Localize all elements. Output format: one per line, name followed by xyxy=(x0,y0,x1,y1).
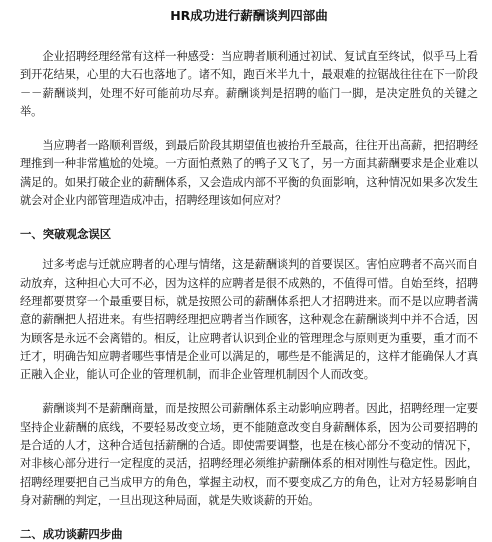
document-title: HR成功进行薪酬谈判四部曲 xyxy=(170,8,328,23)
intro-paragraph-2: 当应聘者一路顺利晋级，到最后阶段其期望值也被抬升至最高，往往开出高薪，把招聘经理推到一种非常尴尬的处境。一方面怕煮熟了的鸭子又飞了，另一方面其薪酬要求是企业难以满足的。如果打破企业的薪酬体系，又会造成内部不平衡的负面影响，这种情况如果多次发生就会对企业内部管理造成冲击，招聘经理该如何应对？ xyxy=(20,139,478,208)
section-heading-2: 二、成功谈薪四步曲 xyxy=(20,527,123,542)
section1-paragraph-1: 过多考虑与迁就应聘者的心理与情绪，这是薪酬谈判的首要误区。害怕应聘者不高兴而自动放弃，这种担心大可不必，因为这样的应聘者是很不成熟的，不值得可惜。自始至终，招聘经理都要贯穿一个最重要目标，就是按照公司的薪酬体系把人才招聘进来。而不是以应聘者满意的薪酬把人招进来。有些招聘经理把应聘者当作顾客，这种观念在薪酬谈判中并不合适，因为顾客是永远不会离错的。相反，让应聘者认识到企业的管理理念与原则更为重要，重才而不迁才，明确告知应聘者哪些事情是企业可以满足的，哪些是不能满足的，这样才能确保人才真正融入企业，能认可企业的管理机制，而非企业管理机制因个人而改变。 xyxy=(20,258,478,382)
section1-paragraph-2: 薪酬谈判不是薪酬商量，而是按照公司薪酬体系主动影响应聘者。因此，招聘经理一定要坚持企业薪酬的底线，不要轻易改变立场，更不能随意改变自身薪酬体系，因为公司要招聘的是合适的人才，这种合适包括薪酬的合适。即使需要调整，也是在核心部分不变动的情况下，对非核心部分进行一定程度的灵活，招聘经理必须维护薪酬体系的相对刚性与稳定性。因此，招聘经理要把自己当成甲方的角色，掌握主动权，而不要变成乙方的角色，让对方轻易影响自身对薪酬的判定，一旦出现这种局面，就是失败谈薪的开始。 xyxy=(20,402,478,507)
intro-paragraph-1: 企业招聘经理经常有这样一种感受：当应聘者顺利通过初试、复试直至终试，似乎马上看到开花结果，心里的大石也落地了。诸不知，跑百米半九十，最艰难的拉锯战往往在下一阶段－－薪酬谈判，处理不好可能前功尽弃。薪酬谈判是招聘的临门一脚，是决定胜负的关键之举。 xyxy=(20,50,478,118)
section-heading-1: 一、突破观念误区 xyxy=(20,227,112,242)
